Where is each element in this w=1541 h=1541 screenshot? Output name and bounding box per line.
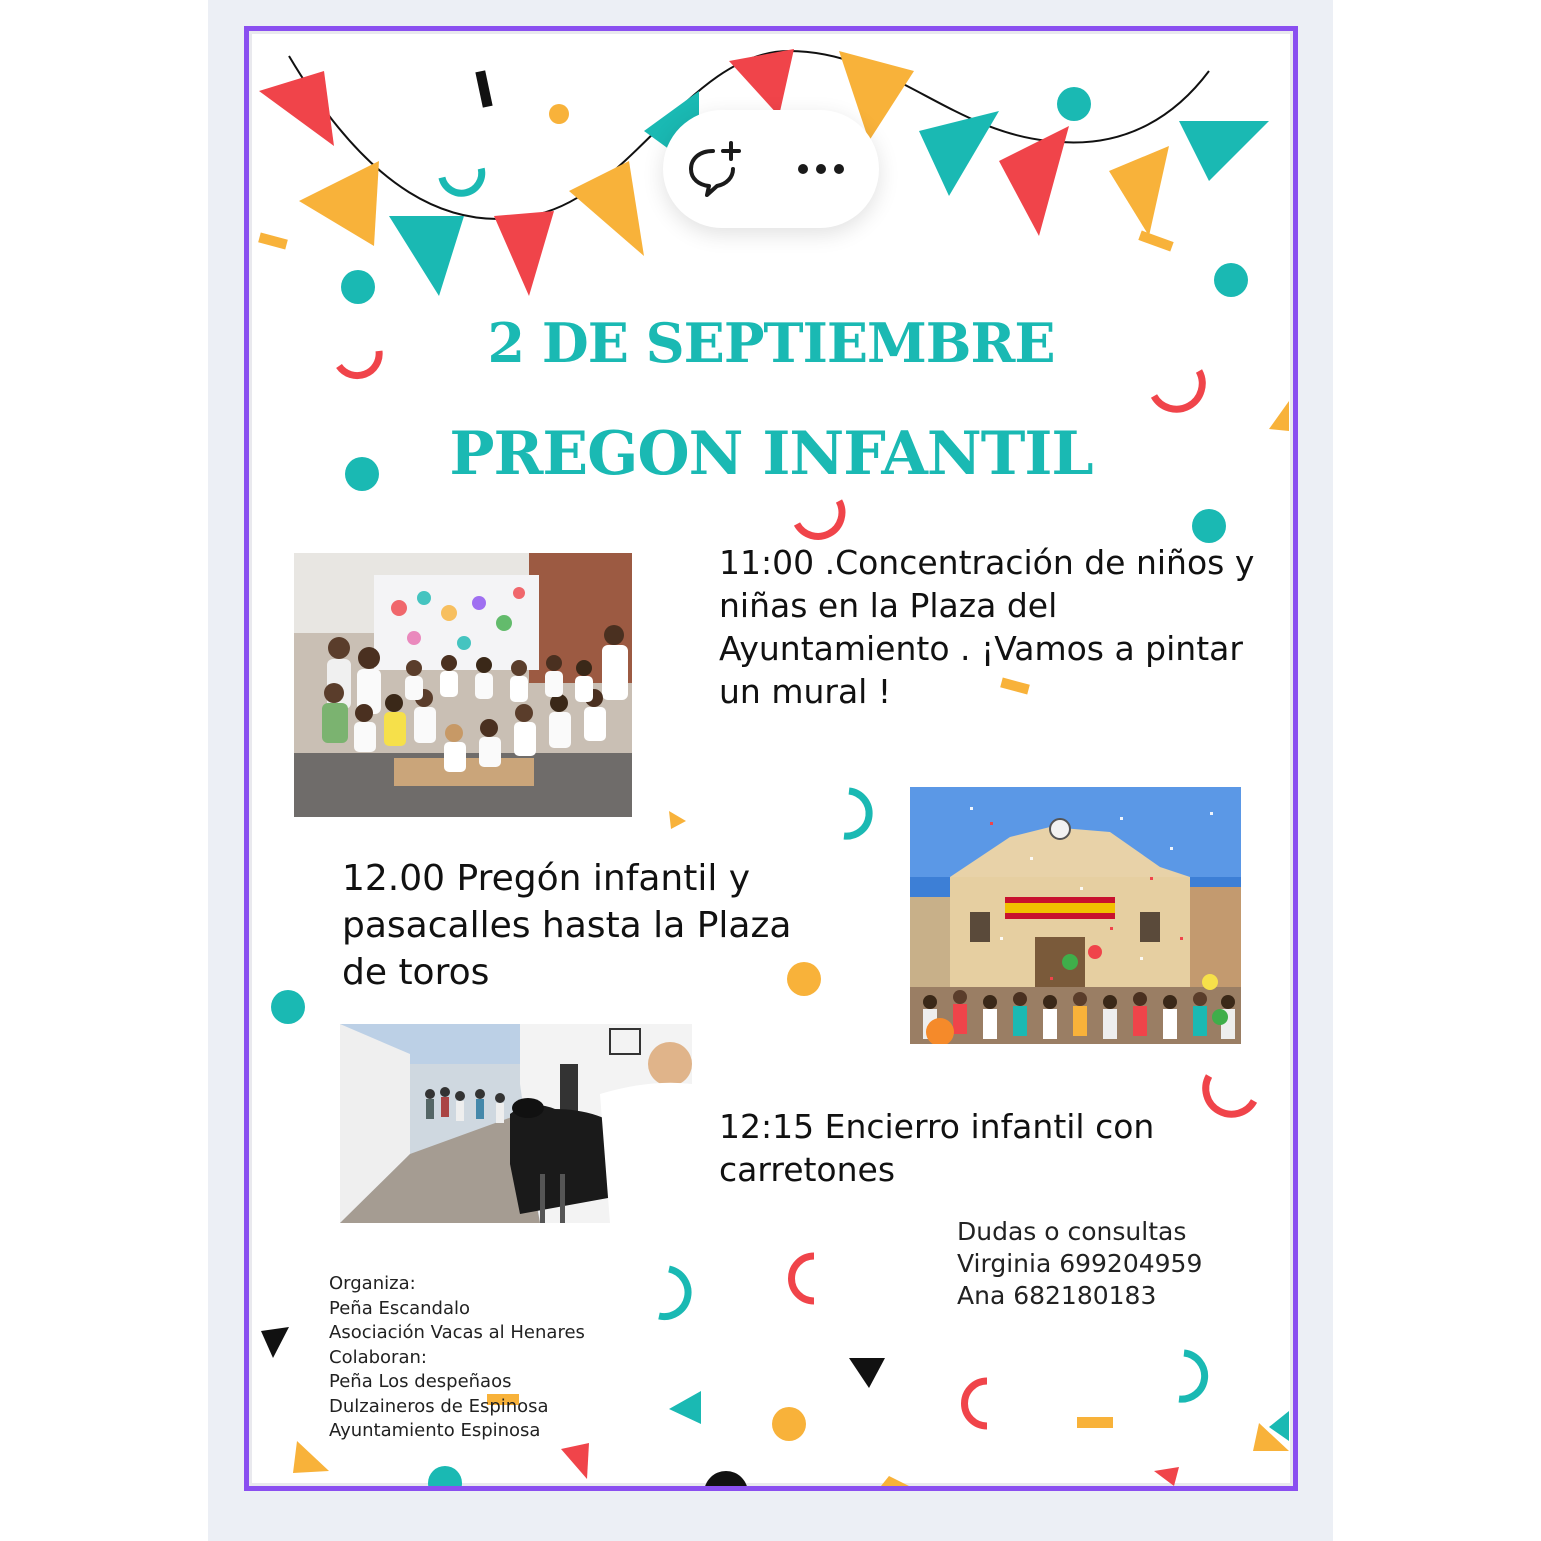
confetti-dot [428, 1466, 462, 1486]
bunting-flag [299, 161, 379, 246]
confetti-triangle [293, 1441, 329, 1473]
confetti-dot [704, 1471, 748, 1486]
confetti-arc [1179, 1353, 1205, 1399]
organizers-block [329, 1272, 585, 1444]
bunting-flag [999, 126, 1069, 236]
contact-ana: Ana 682180183 [957, 1281, 1157, 1310]
organizer-item: Asociación Vacas al Henares [329, 1322, 585, 1343]
bunting-flag [1179, 121, 1269, 181]
date-title: 2 DE SEPTIEMBRE [487, 311, 1055, 375]
confetti-arc [797, 501, 842, 536]
confetti-bar [475, 70, 492, 107]
contact-heading: Dudas o consultas [957, 1217, 1187, 1246]
more-options-icon [791, 139, 851, 199]
floating-toolbar [663, 110, 879, 228]
organiza-label: Organiza: [329, 1273, 416, 1294]
bunting-flag [494, 211, 554, 296]
town-hall-confetti-photo[interactable] [910, 787, 1241, 1044]
confetti-dot [549, 104, 569, 124]
children-mural-photo[interactable] [294, 553, 632, 817]
confetti-dot [271, 990, 305, 1024]
confetti-arc [965, 1381, 988, 1426]
bunting-flag [729, 49, 794, 116]
bunting-flag [389, 216, 464, 296]
confetti-dot [1192, 509, 1226, 543]
confetti-triangle [1154, 1467, 1179, 1486]
confetti-triangle [261, 1327, 289, 1358]
confetti-arc [659, 1269, 688, 1317]
confetti-triangle [669, 1391, 701, 1424]
collaborator-item: Peña Los despeñaos [329, 1371, 512, 1392]
add-comment-icon [683, 139, 743, 199]
confetti-bar [258, 233, 288, 250]
confetti-bar [1138, 230, 1173, 251]
event-3-text: 12:15 Encierro infantil con carretones [719, 1107, 1155, 1189]
confetti-arc [792, 1256, 814, 1301]
confetti-dot [341, 270, 375, 304]
confetti-triangle [849, 1358, 885, 1388]
contact-block [957, 1216, 1202, 1312]
collaborator-item: Ayuntamiento Espinosa [329, 1420, 541, 1441]
bunting-flag [919, 111, 999, 196]
confetti-dot [1214, 263, 1248, 297]
event-title: PREGON INFANTIL [449, 419, 1093, 489]
collaborator-item: Dulzaineros de Espinosa [329, 1395, 549, 1417]
encierro-street-photo[interactable] [340, 1024, 692, 1223]
colaboran-label: Colaboran: [329, 1346, 427, 1368]
poster-frame[interactable] [244, 26, 1298, 1491]
confetti-triangle [561, 1443, 589, 1479]
confetti-arc [844, 791, 869, 836]
bunting-flag [259, 71, 334, 146]
confetti-dot [772, 1407, 806, 1441]
confetti-triangle [669, 811, 686, 829]
organizer-item: Peña Escandalo [329, 1297, 471, 1319]
bunting-flag [1109, 146, 1169, 236]
confetti-dot [1057, 87, 1091, 121]
more-options-button[interactable] [791, 139, 851, 199]
add-comment-button[interactable] [683, 139, 743, 199]
event-1-text: 11:00 .Concentración de niños y niñas en la Plaza del Ayuntamiento . ¡Vamos a pintar un mural ! [719, 543, 1255, 711]
confetti-triangle [881, 1476, 909, 1486]
event-2-text: 12.00 Pregón infantil y pasacalles hasta la Plaza de toros [342, 858, 792, 993]
confetti-arc [442, 164, 487, 199]
bunting-flag [569, 161, 644, 256]
confetti-bar [1077, 1417, 1113, 1428]
confetti-arc [1154, 371, 1202, 409]
contact-virginia: Virginia 699204959 [957, 1249, 1203, 1278]
